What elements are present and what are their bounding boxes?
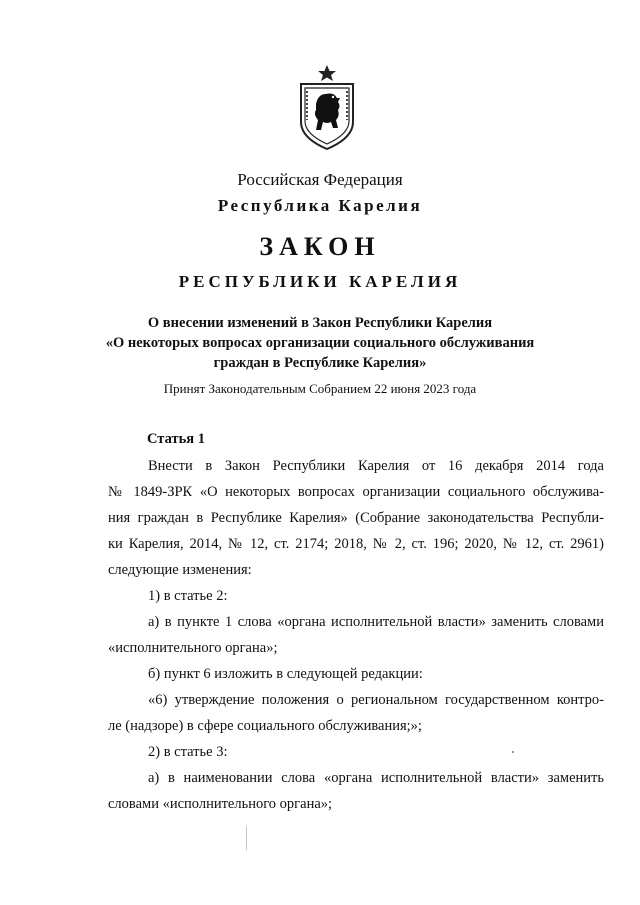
- article-heading: Статья 1: [147, 431, 205, 447]
- country-name: Российская Федерация: [237, 170, 403, 189]
- article-line: б) пункт 6 изложить в следующей редакции:: [148, 666, 423, 682]
- law-subheading: РЕСПУБЛИКИ КАРЕЛИЯ: [178, 272, 462, 291]
- law-title-line: «О некоторых вопросах организации социального обслуживания: [105, 335, 535, 351]
- article-line: 2) в статье 3:: [148, 744, 228, 760]
- article-line: ки Карелия, 2014, № 12, ст. 2174; 2018, № 2, ст. 196; 2020, № 12, ст. 2961): [108, 536, 604, 552]
- scan-dot: [512, 751, 514, 753]
- article-line: № 1849-ЗРК «О некоторых вопросах организации социального обслужива-: [108, 484, 604, 500]
- article-line: 1) в статье 2:: [148, 588, 228, 604]
- article-line: а) в наименовании слова «органа исполнительной власти» заменить: [148, 770, 604, 786]
- article-line: а) в пункте 1 слова «органа исполнительной власти» заменить словами: [148, 614, 604, 630]
- article-line: «6) утверждение положения о региональном государственном контро-: [148, 692, 604, 708]
- law-title: [0, 313, 640, 373]
- adoption-note: Принят Законодательным Собранием 22 июня 2023 года: [163, 381, 477, 396]
- article-line: следующие изменения:: [108, 562, 252, 578]
- law-title-line: О внесении изменений в Закон Республики Карелия: [147, 315, 493, 331]
- article-line: Внести в Закон Республики Карелия от 16 декабря 2014 года: [148, 458, 604, 474]
- article-line: словами «исполнительного органа»;: [108, 796, 333, 812]
- republic-name: Республика Карелия: [217, 196, 423, 215]
- scan-mark: [246, 826, 247, 850]
- law-heading: ЗАКОН: [259, 232, 381, 261]
- article-line: «исполнительного органа»;: [108, 640, 278, 656]
- coat-of-arms-icon: [296, 64, 358, 150]
- article-line: ния граждан в Республике Карелия» (Собрание законодательства Республи-: [108, 510, 604, 526]
- law-title-line: граждан в Республике Карелия»: [213, 355, 427, 371]
- article-line: ле (надзоре) в сфере социального обслуживания;»;: [108, 718, 422, 734]
